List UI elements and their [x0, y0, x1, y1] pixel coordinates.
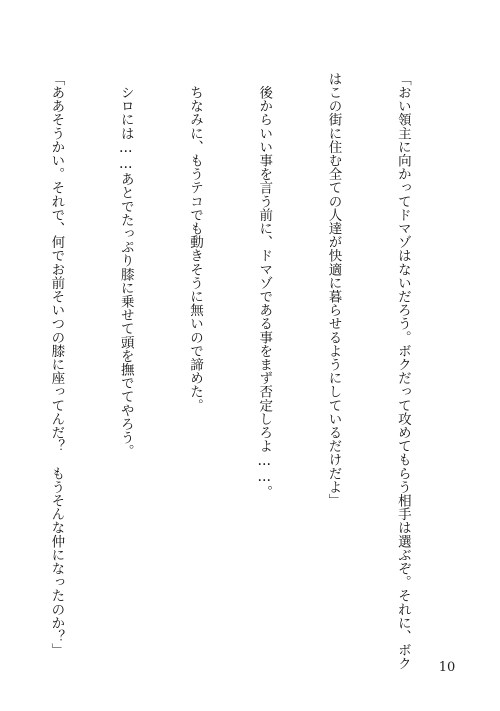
text-line: 「ああそうかい。それで、何でお前そいつの膝に座ってんだ？ もうそんな仲になったのか？」 [48, 72, 65, 657]
page-number: 10 [438, 660, 456, 675]
text-line: 後からいい事を言う前に、ドマゾである事をまず否定しろよ……。 [256, 72, 273, 499]
text-line: シロには……あとでたっぷり膝に乗せて頭を撫でてやろう。 [117, 72, 134, 458]
text-line: 「おい領主に向かってドマゾはないだろう。ボクだって攻めてもらう相手は選ぶぞ。それに、ボク [394, 72, 411, 671]
text-line: はこの街に住む全ての人達が快適に暮らせるようにしているだけだよ」 [325, 72, 342, 508]
text-line: ちなみに、もうテコでも動きそうに無いので諦めた。 [186, 72, 203, 412]
